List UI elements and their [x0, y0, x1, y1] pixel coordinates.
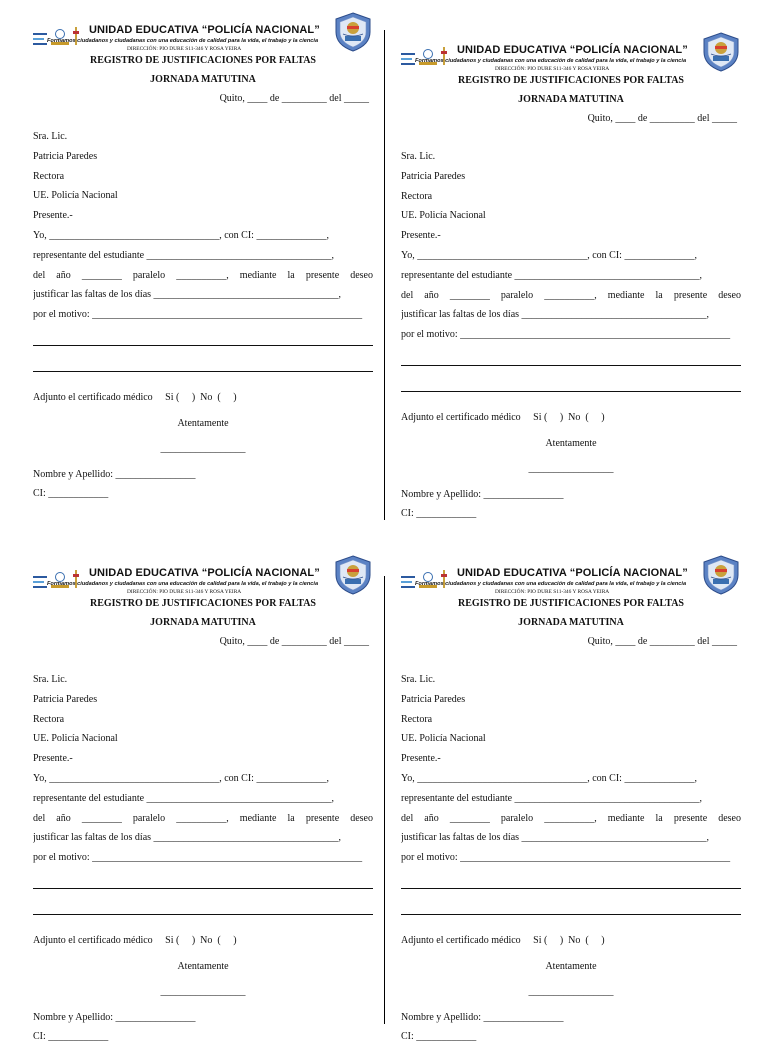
addressee-salutation: Sra. Lic.	[33, 674, 68, 685]
year-section-line: del año ________ paralelo __________, mediante la presente deseo	[401, 289, 741, 301]
form-header	[33, 565, 373, 595]
reason-blank-line	[401, 868, 741, 894]
addressee-role: Rectora	[401, 190, 433, 202]
student-rep-name-line: Yo, __________________________________, con CI: ______________,	[33, 229, 329, 241]
justification-form-top-right	[401, 42, 741, 524]
closing-section	[33, 931, 373, 1047]
closing-text: Atentamente	[177, 960, 229, 972]
form-title: REGISTRO DE JUSTIFICACIONES POR FALTAS	[458, 598, 684, 609]
medical-certificate-line: Adjunto el certificado médico Si ( ) No ( )	[33, 934, 237, 946]
place-date-line: Quito, ____ de _________ del _____	[219, 636, 369, 647]
name-field: Nombre y Apellido: ________________	[33, 468, 196, 480]
place-date-line: Quito, ____ de _________ del _____	[587, 636, 737, 647]
addressee-presente: Presente.-	[401, 753, 441, 765]
addressee-name: Patricia Paredes	[33, 693, 98, 705]
student-rep-name-line: Yo, __________________________________, con CI: ______________,	[401, 249, 697, 261]
reason-blank-line	[33, 893, 373, 919]
ministry-logo-icon	[401, 576, 415, 588]
name-field: Nombre y Apellido: ________________	[401, 1011, 564, 1023]
form-header	[33, 22, 373, 52]
form-title: REGISTRO DE JUSTIFICACIONES POR FALTAS	[90, 598, 316, 609]
addressee-institution: UE. Policía Nacional	[33, 190, 118, 202]
letter-body	[33, 670, 373, 919]
reason-line: por el motivo: ______________________________________________________	[33, 852, 363, 864]
name-field: Nombre y Apellido: ________________	[401, 488, 564, 500]
addressee-role: Rectora	[33, 170, 65, 182]
school-name: UNIDAD EDUCATIVA “POLICÍA NACIONAL”	[457, 567, 688, 579]
closing-section	[401, 931, 741, 1047]
police-crest-icon	[701, 32, 741, 72]
reason-blank-line	[401, 345, 741, 371]
school-address: DIRECCIÓN: PIO DURE S11-346 Y ROSA YEIRA	[127, 589, 242, 595]
police-crest-icon	[333, 555, 373, 595]
addressee-presente: Presente.-	[33, 753, 73, 765]
addressee-salutation: Sra. Lic.	[401, 151, 436, 162]
form-shift: JORNADA MATUTINA	[150, 617, 256, 628]
signature-line: _________________	[160, 985, 246, 997]
year-section-line: del año ________ paralelo __________, mediante la presente deseo	[33, 812, 373, 824]
year-section-line: del año ________ paralelo __________, mediante la presente deseo	[401, 812, 741, 824]
school-address: DIRECCIÓN: PIO DURE S11-346 Y ROSA YEIRA	[127, 46, 242, 52]
justification-form-top-left	[33, 22, 373, 504]
letter-body	[401, 147, 741, 396]
closing-text: Atentamente	[545, 960, 597, 972]
student-rep-name-line: Yo, __________________________________, con CI: ______________,	[401, 772, 697, 784]
signature-line: _________________	[528, 985, 614, 997]
signature-line: _________________	[160, 442, 246, 454]
justification-form-bottom-right	[401, 565, 741, 1047]
school-address: DIRECCIÓN: PIO DURE S11-346 Y ROSA YEIRA	[495, 66, 610, 72]
addressee-salutation: Sra. Lic.	[33, 131, 68, 142]
addressee-role: Rectora	[401, 713, 433, 725]
representative-line: representante del estudiante _____________________________________,	[33, 792, 335, 804]
closing-section	[33, 388, 373, 504]
ministry-logo-icon	[33, 33, 47, 45]
representative-line: representante del estudiante _____________________________________,	[401, 269, 703, 281]
medical-certificate-line: Adjunto el certificado médico Si ( ) No ( )	[33, 391, 237, 403]
reason-blank-line	[33, 325, 373, 351]
addressee-name: Patricia Paredes	[401, 170, 466, 182]
absence-days-line: justificar las faltas de los días _____________________________________,	[401, 309, 710, 321]
form-shift: JORNADA MATUTINA	[150, 74, 256, 85]
medical-certificate-line: Adjunto el certificado médico Si ( ) No ( )	[401, 934, 605, 946]
ci-field: CI: ____________	[401, 1031, 477, 1043]
place-date-line: Quito, ____ de _________ del _____	[587, 113, 737, 124]
school-name: UNIDAD EDUCATIVA “POLICÍA NACIONAL”	[457, 44, 688, 56]
addressee-presente: Presente.-	[33, 210, 73, 222]
absence-days-line: justificar las faltas de los días _____________________________________,	[401, 832, 710, 844]
form-shift: JORNADA MATUTINA	[518, 94, 624, 105]
form-header	[401, 565, 741, 595]
addressee-role: Rectora	[33, 713, 65, 725]
year-section-line: del año ________ paralelo __________, mediante la presente deseo	[33, 269, 373, 281]
ministry-logo-icon	[401, 53, 415, 65]
form-header	[401, 42, 741, 72]
absence-days-line: justificar las faltas de los días _____________________________________,	[33, 289, 342, 301]
addressee-name: Patricia Paredes	[401, 693, 466, 705]
ministry-logo-icon	[33, 576, 47, 588]
police-crest-icon	[701, 555, 741, 595]
cut-divider-bottom	[384, 576, 385, 1024]
school-motto: Formamos ciudadanos y ciudadanas con una educación de calidad para la vida, el trabajo y la ciencia	[415, 58, 687, 64]
ci-field: CI: ____________	[401, 508, 477, 520]
addressee-salutation: Sra. Lic.	[401, 674, 436, 685]
school-name: UNIDAD EDUCATIVA “POLICÍA NACIONAL”	[89, 24, 320, 36]
medical-certificate-line: Adjunto el certificado médico Si ( ) No ( )	[401, 411, 605, 423]
reason-line: por el motivo: ______________________________________________________	[401, 329, 731, 341]
representative-line: representante del estudiante _____________________________________,	[401, 792, 703, 804]
school-motto: Formamos ciudadanos y ciudadanas con una educación de calidad para la vida, el trabajo y la ciencia	[47, 38, 319, 44]
name-field: Nombre y Apellido: ________________	[33, 1011, 196, 1023]
closing-text: Atentamente	[545, 437, 597, 449]
absence-days-line: justificar las faltas de los días _____________________________________,	[33, 832, 342, 844]
school-name: UNIDAD EDUCATIVA “POLICÍA NACIONAL”	[89, 567, 320, 579]
letter-body	[33, 127, 373, 376]
letter-body	[401, 670, 741, 919]
place-date-line: Quito, ____ de _________ del _____	[219, 93, 369, 104]
form-shift: JORNADA MATUTINA	[518, 617, 624, 628]
reason-blank-line	[401, 370, 741, 396]
reason-line: por el motivo: ______________________________________________________	[401, 852, 731, 864]
ci-field: CI: ____________	[33, 1031, 109, 1043]
school-motto: Formamos ciudadanos y ciudadanas con una educación de calidad para la vida, el trabajo y la ciencia	[415, 581, 687, 587]
student-rep-name-line: Yo, __________________________________, con CI: ______________,	[33, 772, 329, 784]
representative-line: representante del estudiante _____________________________________,	[33, 249, 335, 261]
cut-divider-top	[384, 30, 385, 520]
reason-blank-line	[33, 868, 373, 894]
signature-line: _________________	[528, 462, 614, 474]
ci-field: CI: ____________	[33, 488, 109, 500]
reason-line: por el motivo: ______________________________________________________	[33, 309, 363, 321]
justification-form-bottom-left	[33, 565, 373, 1047]
addressee-institution: UE. Policía Nacional	[401, 210, 486, 222]
addressee-institution: UE. Policía Nacional	[33, 733, 118, 745]
school-motto: Formamos ciudadanos y ciudadanas con una educación de calidad para la vida, el trabajo y la ciencia	[47, 581, 319, 587]
closing-section	[401, 408, 741, 524]
form-title: REGISTRO DE JUSTIFICACIONES POR FALTAS	[90, 55, 316, 66]
form-title: REGISTRO DE JUSTIFICACIONES POR FALTAS	[458, 75, 684, 86]
school-address: DIRECCIÓN: PIO DURE S11-346 Y ROSA YEIRA	[495, 589, 610, 595]
addressee-institution: UE. Policía Nacional	[401, 733, 486, 745]
addressee-name: Patricia Paredes	[33, 150, 98, 162]
police-crest-icon	[333, 12, 373, 52]
reason-blank-line	[401, 893, 741, 919]
closing-text: Atentamente	[177, 417, 229, 429]
addressee-presente: Presente.-	[401, 230, 441, 242]
reason-blank-line	[33, 350, 373, 376]
